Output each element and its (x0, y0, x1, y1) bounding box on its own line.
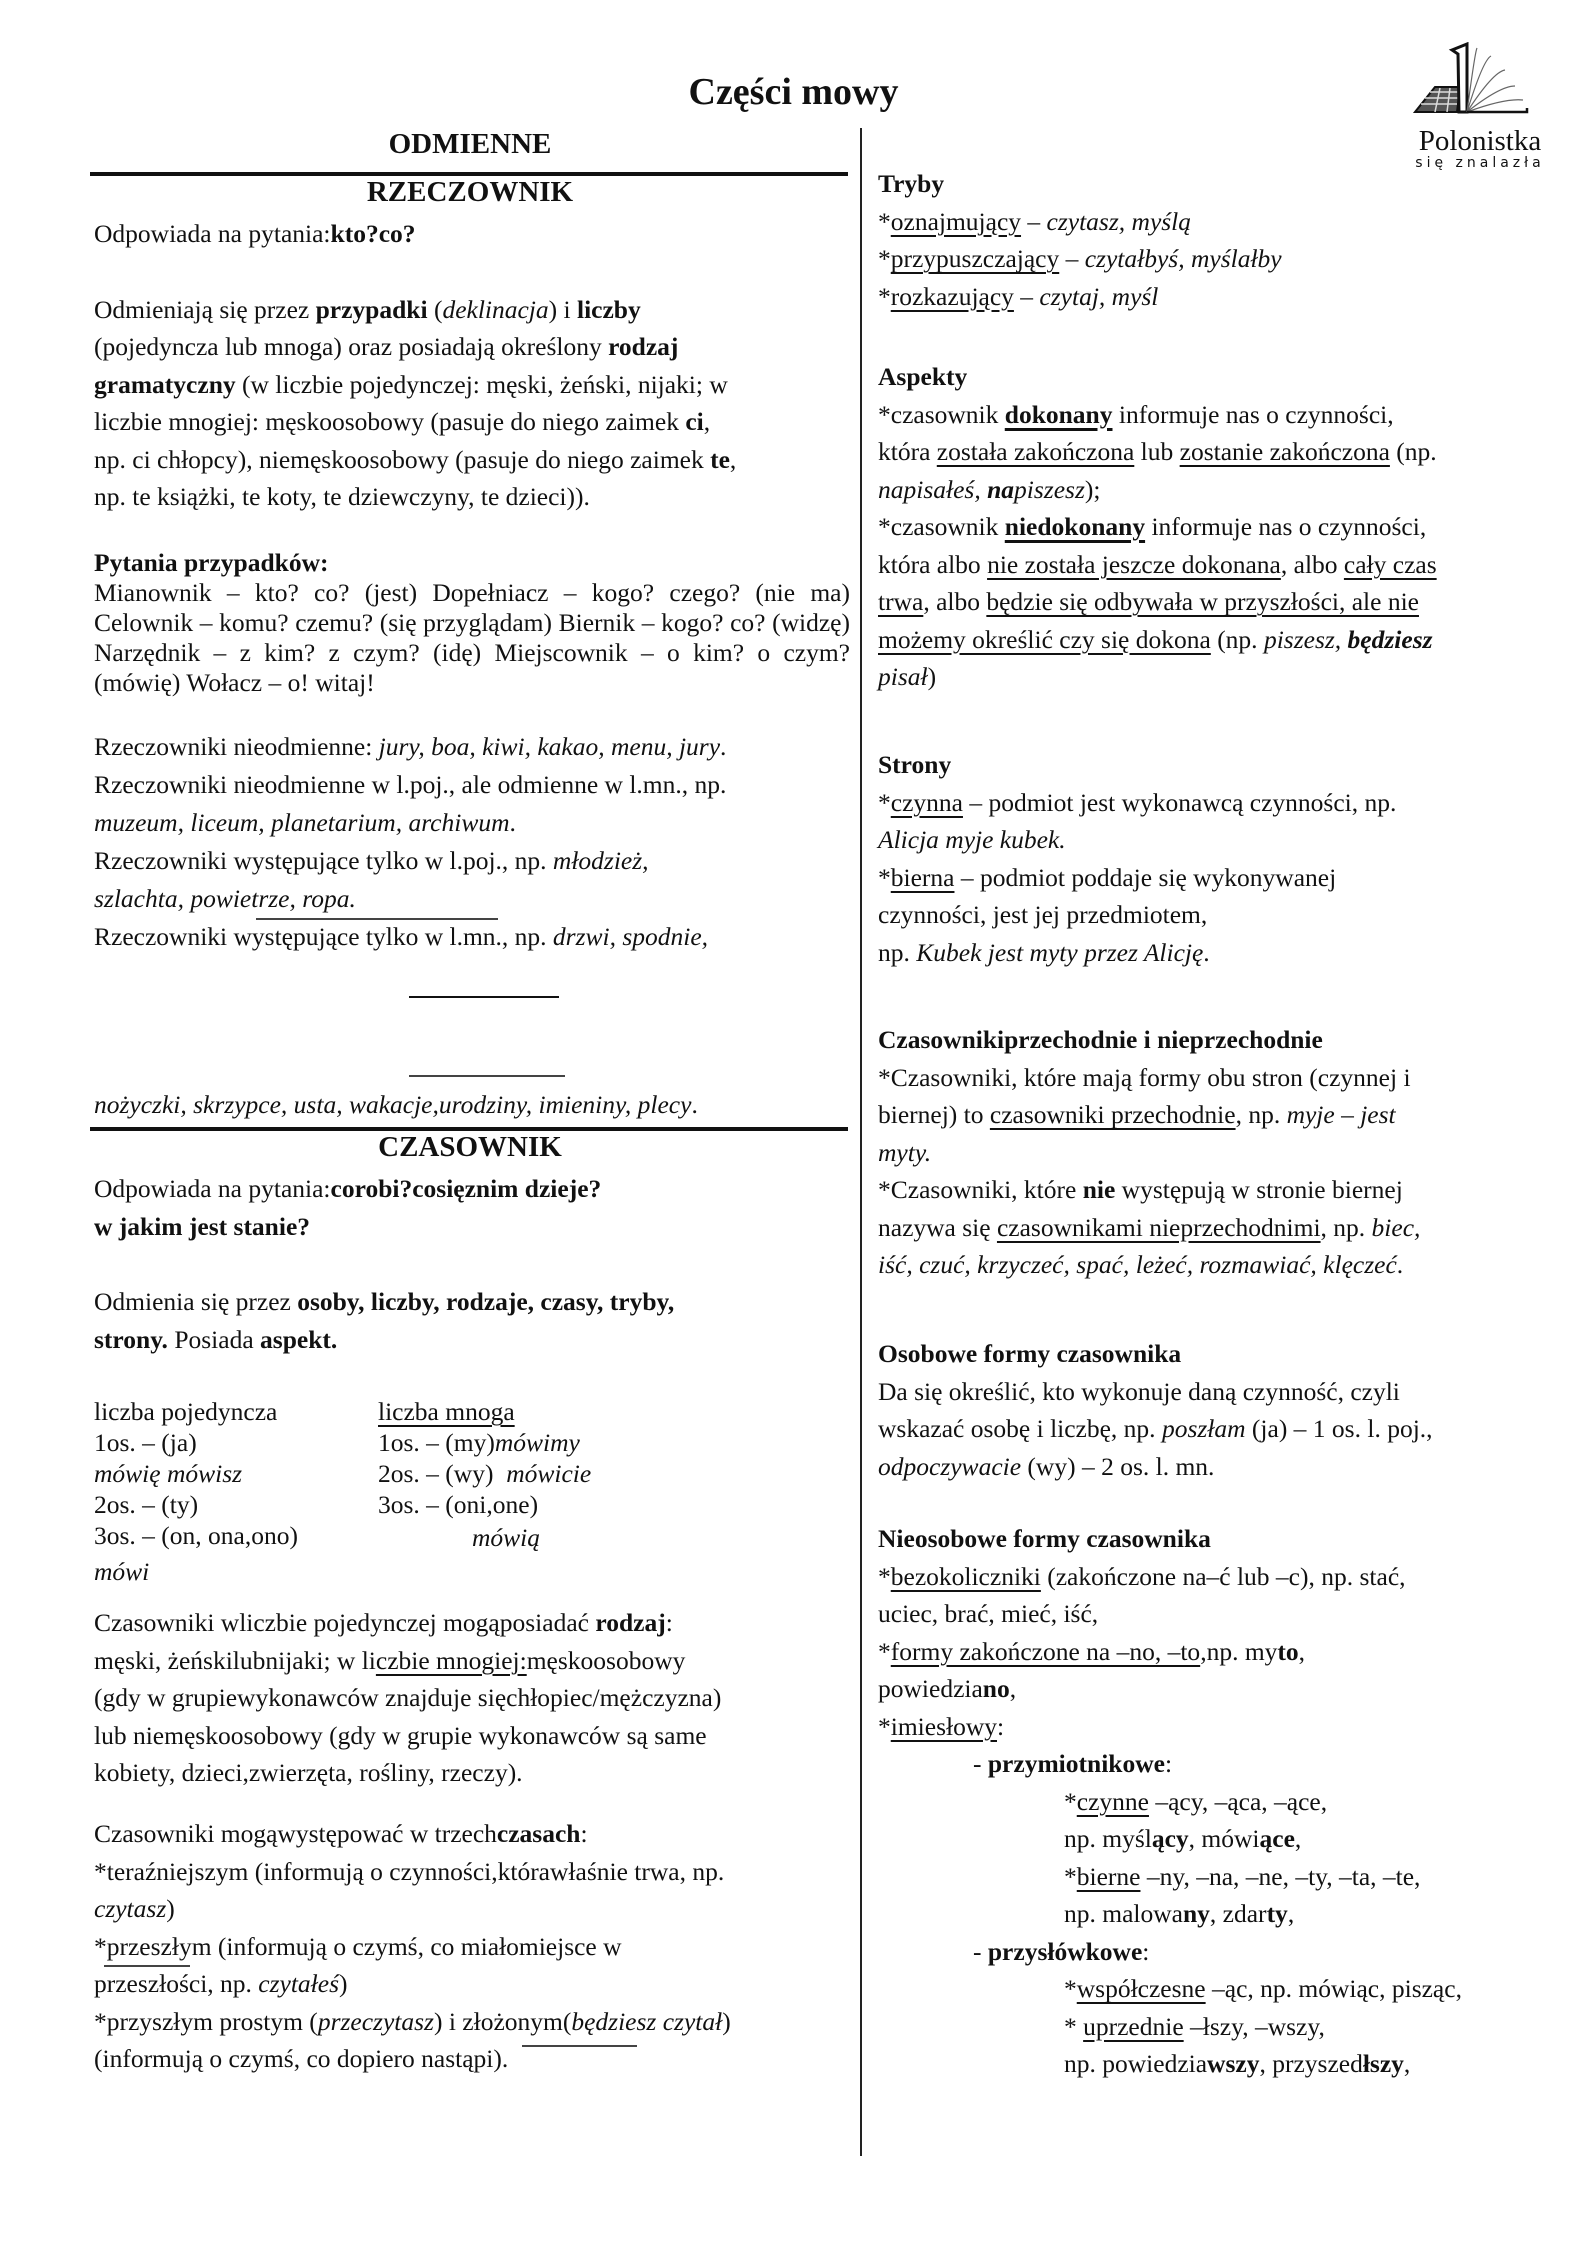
text-line (878, 471, 1568, 509)
text-span: *teraźniejszym (informują o czynności,którawłaśnie trwa, np. (94, 1856, 725, 1886)
text-span: myty. (878, 1137, 932, 1167)
text-span: informuje nas o czynności, (1112, 399, 1394, 429)
text-span: np. ci chłopcy), niemęskoosobowy (pasuje do niego zaimek (94, 444, 711, 474)
text-span: która albo (878, 549, 988, 579)
pl-header: liczba mnoga (378, 1397, 515, 1426)
text-span: męski, żeńskilubnijaki; w li (94, 1645, 376, 1675)
sg-row-1: 1os. – (ja) (94, 1428, 197, 1457)
text-span: rozkazujący (890, 281, 1014, 311)
text-span: , (1298, 1636, 1306, 1666)
text-span: , (729, 444, 737, 474)
pl-row-3: 3os. – (oni,one) (378, 1490, 539, 1519)
text-span: została zakończona (936, 437, 1135, 466)
text-span: –ący, –ąca, –ące, (1148, 1786, 1328, 1816)
text-span: (gdy w grupiewykonawców znajduje sięchłopiec/mężczyzna) (94, 1683, 722, 1712)
text-span: młodzież, (552, 846, 649, 875)
text-span: czynności, jest jej przedmiotem, (878, 900, 1208, 929)
text-span: np. te książki, te koty, te dziewczyny, te dzieci)). (94, 482, 590, 511)
text-span: Rzeczowniki występujące tylko w l.mn., np. (94, 922, 553, 951)
text-line (94, 441, 852, 479)
text-span: mówicie (506, 1459, 592, 1488)
nieosobowe-section (878, 1520, 1568, 2083)
text-span: formy zakończone na –no, –to (890, 1636, 1201, 1666)
text-span: Czasowniki wliczbie pojedynczej mogąposiadać (94, 1608, 596, 1637)
text-span: oznajmujący (890, 206, 1022, 236)
text-span: np. myśl (1064, 1824, 1152, 1853)
text-span: *przyszłym prostym ( (94, 2006, 318, 2036)
text-line (94, 1604, 854, 1642)
text-span: powiedzia (878, 1674, 983, 1703)
text-line (878, 1171, 1568, 1209)
text-span: nie (1082, 1175, 1116, 1204)
page-title: Części mowy (688, 71, 899, 113)
text-span: Odpowiada na pytania: (94, 219, 331, 248)
osobowe-section (878, 1335, 1568, 1485)
text-span: . (1396, 1250, 1404, 1279)
text-line (878, 821, 1568, 859)
text-span: cały czas (1343, 549, 1437, 579)
text-span: Rzeczowniki występujące tylko w l.poj., np. (94, 846, 553, 875)
text-span: myje – jest (1286, 1100, 1396, 1129)
text-span: niedokonany (1004, 512, 1146, 541)
text-line (94, 403, 852, 441)
text-span: 2os. – (wy) (378, 1459, 494, 1488)
text-line (878, 1246, 1568, 1284)
text-span: przymiotnikowe (987, 1749, 1165, 1778)
text-span: rodzaj (595, 1608, 666, 1637)
text-span: *Czasowniki, które mają formy obu stron (czynnej i (878, 1062, 1411, 1092)
text-span: ące (1259, 1824, 1295, 1853)
imieslowy-adverbial (878, 1933, 1568, 1971)
stray-line (256, 918, 498, 920)
tryb-item: *oznajmujący – czytasz, myślą (878, 206, 1192, 236)
text-span: to (1277, 1636, 1299, 1666)
text-span: * (878, 787, 891, 817)
text-span: (ja) – 1 os. l. poj., (1245, 1414, 1433, 1443)
text-line (878, 1670, 1568, 1708)
text-span: bezokoliczniki (890, 1561, 1041, 1591)
strony-section (878, 746, 1568, 971)
text-span: współczesne (1076, 1974, 1206, 2003)
text-line (878, 658, 1568, 696)
text-span: poszłam (1161, 1414, 1246, 1443)
text-span: , (1294, 1824, 1302, 1853)
text-span: : (665, 1608, 673, 1637)
text-line (94, 880, 854, 918)
text-span: *przeszłym (informują o czymś, co miałomiejsce w (94, 1931, 622, 1961)
rzeczownik-section (94, 215, 852, 516)
text-span: napisałeś, (878, 474, 988, 504)
stray-line (104, 1965, 190, 1967)
text-span: czasownikami nieprzechodnimi (996, 1212, 1321, 1242)
text-span: 1os. – (my) (378, 1428, 495, 1457)
text-span: (zakończone na–ć lub –c), np. stać, (1040, 1561, 1406, 1591)
text-line (878, 1633, 1568, 1671)
text-span: liczby (576, 294, 641, 324)
text-span: nazywa się (878, 1212, 997, 1242)
column-divider (860, 128, 862, 2156)
text-span: (np. (1210, 624, 1264, 654)
text-span: ); (1084, 474, 1101, 504)
text-line (94, 2003, 854, 2041)
text-span: liczbie mnogiej: męskoosobowy (pasuje do niego zaimek (94, 407, 686, 436)
osobowe-heading: Osobowe formy czasownika (878, 1339, 1182, 1368)
sg-header: liczba pojedyncza (94, 1397, 278, 1426)
text-span: : (1142, 1936, 1150, 1966)
text-span: czynne (1076, 1786, 1149, 1816)
rzeczownik-intro (94, 291, 852, 516)
text-line (94, 328, 852, 366)
text-span: imiesłowy (890, 1711, 997, 1741)
text-span: szlachta, powietrze, ropa. (94, 884, 356, 913)
text-span: przysłówkowe (987, 1936, 1143, 1966)
text-span: informuje nas o czynności, (1145, 512, 1427, 541)
text-line (94, 1890, 854, 1928)
text-span: nie została jeszcze dokonana (987, 549, 1281, 579)
text-span: Odpowiada na pytania: (94, 1174, 331, 1203)
text-line (94, 1815, 854, 1853)
text-span: rodzaj (608, 332, 679, 361)
text-span: , (1403, 2049, 1411, 2078)
text-line (878, 1096, 1568, 1134)
text-line (878, 859, 1568, 897)
text-span: piszesz (1014, 474, 1085, 504)
text-span: – (1021, 206, 1047, 236)
text-span: - (973, 1936, 988, 1966)
text-span: ci (685, 407, 704, 436)
text-span: lub (1134, 437, 1180, 466)
text-span: , albo (1280, 549, 1344, 579)
conjugation-table (94, 1398, 794, 1598)
verb-tenses (94, 1815, 854, 2078)
text-span: w jakim jest stanie? (94, 1211, 311, 1241)
text-span: ) (927, 662, 937, 691)
text-span: Kubek jest myty przez Alicję (916, 937, 1204, 967)
text-line (1064, 2045, 1568, 2083)
text-span: * (1064, 1786, 1077, 1816)
text-span: mówimy (494, 1428, 580, 1457)
text-span: . (509, 808, 516, 837)
text-span: dokonany (1004, 399, 1113, 429)
przechodnie-section (878, 1021, 1568, 1284)
plural-only-nouns (94, 918, 854, 956)
text-span: np. malowa (1064, 1899, 1183, 1928)
text-line (878, 1209, 1568, 1247)
text-line (94, 1965, 854, 2003)
stray-line (522, 2045, 637, 2047)
text-span: gramatyczny (94, 369, 236, 399)
text-span: (informują o czymś, co dopiero nastąpi). (94, 2044, 509, 2073)
text-span: występują w stronie biernej (1115, 1175, 1403, 1204)
text-span: lub niemęskoosobowy (gdy w grupie wykonawców są same (94, 1720, 707, 1750)
text-span: Czasowniki mogąwystępować w trzech (94, 1819, 497, 1848)
text-span: jury, boa, kiwi, kakao, menu, jury (378, 732, 721, 761)
text-line (94, 1321, 854, 1359)
text-span: przeczytasz (317, 2006, 434, 2036)
text-span: czytałeś (258, 1969, 340, 1998)
text-line (878, 1558, 1568, 1596)
text-span: : (580, 1819, 588, 1848)
stray-line (409, 1075, 565, 1077)
text-span: , np. (1320, 1212, 1372, 1242)
text-span: męskoosobowy (526, 1645, 686, 1675)
text-line (1064, 2008, 1568, 2046)
text-span: * (878, 1636, 891, 1666)
text-line (94, 291, 852, 329)
text-span: ) (166, 1894, 175, 1923)
rzeczownik-question (94, 215, 852, 253)
text-span: , (1287, 1899, 1295, 1928)
text-span: Odmieniają się przez (94, 294, 316, 324)
text-line (94, 1642, 854, 1680)
text-span: , albo (923, 587, 987, 616)
text-line (878, 1448, 1568, 1486)
text-line (878, 396, 1568, 434)
text-line (1064, 1895, 1568, 1933)
text-span: (wy) – 2 os. l. mn. (1021, 1451, 1215, 1481)
text-span: drzwi, spodnie, (552, 922, 709, 951)
text-span: , (1009, 1674, 1017, 1703)
pl-form-3: mówią (472, 1523, 541, 1552)
text-span: łszy (1362, 2049, 1404, 2078)
text-line (878, 508, 1568, 546)
text-span: kto?co? (330, 219, 416, 248)
laptop-book-icon (1405, 42, 1555, 122)
text-span: * (878, 1561, 891, 1591)
text-span: przypuszczający (890, 244, 1060, 273)
text-span: trwa (878, 587, 924, 616)
przechodnie-heading: Czasownikiprzechodnie i nieprzechodnie (878, 1025, 1323, 1054)
text-span: która (878, 437, 937, 466)
text-span: bierna (890, 862, 955, 892)
text-line (878, 546, 1568, 584)
sg-forms-overlap: mówię mówisz (94, 1459, 243, 1488)
text-line (878, 1134, 1568, 1172)
sg-form-3: mówi (94, 1557, 150, 1586)
heading-rzeczownik: RZECZOWNIK (366, 176, 574, 208)
text-span: Rzeczowniki nieodmienne: (94, 732, 379, 761)
text-span: . (720, 732, 727, 761)
text-span: –łszy, –wszy, (1183, 2011, 1325, 2041)
text-span: np. (878, 937, 917, 967)
text-span: *Czasowniki, które (878, 1175, 1083, 1204)
text-line (1064, 1858, 1568, 1896)
text-span: no (982, 1674, 1010, 1703)
text-line (878, 1708, 1568, 1746)
text-span: – podmiot jest wykonawcą czynności, np. (962, 787, 1397, 817)
text-span: ) (339, 1969, 348, 1998)
text-span: , np. (1235, 1100, 1287, 1129)
text-span: przeszłości, np. (94, 1969, 259, 1998)
text-line (878, 784, 1568, 822)
text-span: * (1064, 1974, 1077, 2003)
text-span: – (1013, 281, 1040, 311)
text-span: aspekt. (260, 1324, 338, 1354)
text-span: , przyszed (1259, 2049, 1363, 2078)
aspekty-heading: Aspekty (878, 362, 968, 391)
noun-types (94, 728, 854, 956)
text-span: ) (722, 2006, 731, 2036)
text-line (878, 1410, 1568, 1448)
text-span: ( (427, 294, 443, 324)
text-span: czasowniki przechodnie (989, 1100, 1236, 1129)
text-span: : (997, 1711, 1005, 1741)
cases-block (94, 548, 850, 698)
text-span: strony. (94, 1324, 168, 1354)
text-span: uciec, brać, mieć, iść, (878, 1599, 1099, 1628)
imieslowy-adjectival (878, 1745, 1568, 1783)
text-line (1064, 1820, 1568, 1858)
text-span: . (1203, 937, 1210, 967)
text-span: . (691, 1090, 698, 1119)
text-span: te (710, 444, 730, 474)
text-span: iść, czuć, krzyczeć, spać, leżeć, rozmawiać, klęczeć (878, 1250, 1397, 1279)
text-line (94, 1208, 854, 1246)
text-span: nożyczki, skrzypce, usta, wakacje,urodziny, imieniny, plecy (94, 1090, 692, 1119)
text-span: zostanie zakończona (1179, 437, 1390, 466)
text-span: ący (1151, 1824, 1189, 1853)
text-span: Da się określić, kto wykonuje daną czynność, czyli (878, 1376, 1400, 1406)
text-span: muzeum, liceum, planetarium, archiwum (94, 808, 510, 837)
text-span: pisał (878, 662, 928, 691)
text-span: –ny, –na, –ne, –ty, –ta, –te, (1140, 1861, 1421, 1891)
text-span: np. powiedzia (1064, 2049, 1208, 2078)
text-line (94, 366, 852, 404)
verb-gender (94, 1604, 854, 1792)
indeclinable-nouns (94, 728, 854, 766)
text-line (94, 804, 854, 842)
text-span: ) i złożonym( (433, 2006, 572, 2036)
text-span: możemy określić czy się dokona (878, 624, 1211, 654)
tryb-item: *rozkazujący – czytaj, myśl (878, 281, 1159, 311)
czasownik-inflection (94, 1283, 854, 1321)
text-span: będziesz czytał (571, 2006, 723, 2036)
text-span: ty (1266, 1899, 1288, 1928)
logo-tagline: się znalazła (1415, 155, 1545, 171)
text-span: ny (1182, 1899, 1210, 1928)
text-span: kobiety, dzieci,zwierzęta, rośliny, rzeczy). (94, 1758, 523, 1787)
text-span: corobi?cosięznim dzieje? (330, 1174, 602, 1203)
text-span: czbie mnogiej: (375, 1645, 527, 1675)
text-line (1064, 1970, 1568, 2008)
text-span: *czasownik (878, 399, 1005, 429)
text-line (878, 433, 1568, 471)
text-span: Posiada (167, 1324, 261, 1354)
text-span: * (1064, 1861, 1077, 1891)
text-span: , mówi (1188, 1824, 1260, 1853)
text-span: (np. (1389, 437, 1437, 466)
text-span: będziesz (1347, 624, 1433, 654)
text-span: : (1164, 1749, 1173, 1778)
text-span: bierne (1076, 1861, 1141, 1891)
czasownik-section (94, 1170, 854, 1358)
text-span: deklinacja (442, 294, 549, 324)
plural-only-examples (94, 1086, 698, 1124)
text-line (94, 1086, 698, 1124)
strony-heading: Strony (878, 750, 952, 779)
text-span: ) i (548, 294, 577, 324)
sg-indeclinable-nouns: Rzeczowniki nieodmienne w l.poj., ale odmienne w l.mn., np. (94, 770, 727, 799)
text-span: biernej) to (878, 1100, 990, 1129)
logo (1405, 42, 1555, 171)
tryby-heading: Tryby (878, 169, 945, 198)
text-span: odpoczywacie (878, 1451, 1022, 1481)
text-span: –ąc, np. mówiąc, pisząc, (1205, 1974, 1462, 2003)
singular-only-nouns (94, 842, 854, 880)
text-span: , zdar (1209, 1899, 1267, 1928)
text-span: biec, (1371, 1212, 1421, 1242)
text-span: piszesz, (1263, 624, 1348, 654)
text-span: czytałbyś, myślałby (1084, 244, 1282, 273)
text-span: (pojedyncza lub mnoga) oraz posiadają określony (94, 332, 609, 361)
cases-text: Mianownik – kto? co? (jest) Dopełniacz – kogo? czego? (nie ma) Celownik – komu? czemu? (się przyglądam) Biernik – kogo? co? (widzę) Narzędnik – z kim? z czym? (idę) Miejscownik – o kim? o czym? (mówię) Wołacz – o! witaj! (94, 578, 850, 697)
tryby-section (878, 165, 1568, 315)
cases-heading: Pytania przypadków: (94, 548, 329, 577)
text-span: czynna (890, 787, 963, 817)
text-span: *czasownik (878, 512, 1005, 541)
text-span: osoby, liczby, rodzaje, czasy, tryby, (297, 1287, 675, 1316)
heading-czasownik: CZASOWNIK (378, 1131, 562, 1163)
text-span: czytaj, myśl (1039, 281, 1159, 311)
text-span: (w liczbie pojedynczej: męski, żeński, nijaki; w (235, 369, 728, 399)
text-span: , (703, 407, 711, 436)
sg-row-2: 2os. – (ty) (94, 1490, 199, 1519)
text-span: wskazać osobę i liczbę, np. (878, 1414, 1162, 1443)
pl-row-2 (378, 1460, 591, 1488)
text-span: ,np. my (1200, 1636, 1278, 1666)
text-span: uprzednie (1083, 2011, 1184, 2041)
group-heading-odmienne: ODMIENNE (388, 128, 552, 160)
pl-row-1 (378, 1429, 580, 1457)
text-span: czasach (496, 1819, 581, 1848)
stray-line (409, 996, 559, 998)
text-span: na (987, 474, 1015, 504)
logo-name: Polonistka (1418, 125, 1542, 157)
text-span: przypadki (315, 294, 428, 324)
nieosobowe-heading: Nieosobowe formy czasownika (878, 1524, 1211, 1553)
text-span: – podmiot poddaje się wykonywanej (954, 862, 1337, 892)
text-span: * (878, 1711, 891, 1741)
czasownik-question (94, 1170, 854, 1208)
text-span: – (1059, 244, 1085, 273)
text-span: * (878, 862, 891, 892)
text-span: czytasz (94, 1894, 167, 1923)
text-line (1064, 1783, 1568, 1821)
text-span: * (1064, 2011, 1084, 2041)
text-span: Odmienia się przez (94, 1287, 298, 1316)
aspekty-section (878, 358, 1568, 696)
text-span: wszy (1207, 2049, 1260, 2078)
text-line (878, 934, 1568, 972)
text-line (878, 583, 1568, 621)
text-line (878, 621, 1568, 659)
sg-row-3: 3os. – (on, ona,ono) (94, 1521, 298, 1550)
text-span: Alicja myje kubek. (878, 825, 1066, 854)
text-span: czytasz, myślą (1046, 206, 1192, 236)
text-span: - (973, 1749, 988, 1778)
text-span: będzie się odbywała w przyszłości, ale nie (986, 587, 1419, 616)
tryb-item: *przypuszczający – czytałbyś, myślałby (878, 244, 1282, 273)
